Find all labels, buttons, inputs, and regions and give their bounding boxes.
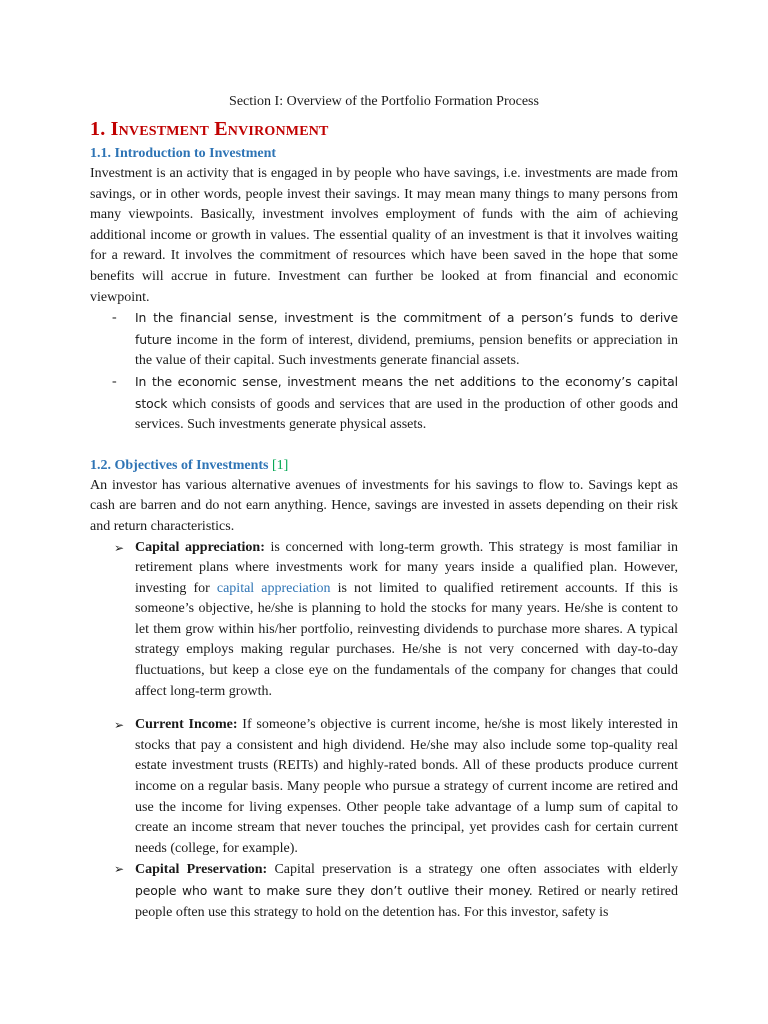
objective-capital-preservation bbox=[90, 859, 678, 923]
dash-item-lead: In the economic sense, investment means the net additions to the economy’s capital stock bbox=[135, 373, 678, 411]
arrow-bullet-icon: ➢ bbox=[114, 540, 125, 555]
section-title: Section I: Overview of the Portfolio Formation Process bbox=[229, 94, 539, 109]
objective-label: Current Income: bbox=[135, 717, 238, 733]
dash-item-rest: income in the form of interest, dividend, premiums, pension benefits or appreciation in the value of their capital. Such investments generate financial assets. bbox=[135, 332, 678, 369]
objectives-list bbox=[90, 538, 678, 703]
objective-text: is concerned with long-term growth. This strategy is most familiar in retirement plans where investments work for many years inside a qualified plan. However, investing for bbox=[135, 539, 678, 596]
objective-text: Capital preservation is a strategy one often associates with elderly bbox=[267, 862, 678, 878]
subheading-objectives-text: 1.2. Objectives of Investments bbox=[90, 457, 272, 473]
objective-text-cont: is not limited to qualified retirement accounts. If this is someone’s objective, he/she is planning to hold the stocks for many years. He/she is content to let them grow within his/her portfolio, reinvesting dividends to purchase more shares. A typical strategy employs making regular purchases. He/she is not very concerned with day-to-day fluctuations, but keep a close eye on the fundamentals of the company for changes that could affect long-term growth. bbox=[135, 580, 678, 699]
objective-current-income bbox=[90, 715, 678, 859]
dash-item-rest: which consists of goods and services that are used in the production of other goods and services. Such investments generate physical assets. bbox=[135, 396, 678, 433]
objective-capital-appreciation bbox=[90, 538, 678, 703]
dash-item-lead: In the financial sense, investment is the commitment of a person’s funds to derive future bbox=[135, 310, 678, 347]
objective-text-sans: people who want to make sure they don’t outlive their money. bbox=[135, 883, 533, 898]
dash-marker: - bbox=[112, 373, 117, 389]
dash-item-financial bbox=[90, 308, 678, 372]
objective-text: If someone’s objective is current income, he/she is most likely interested in stocks that pay a consistent and high dividend. He/she may also include some top-quality real estate investment trusts (REITs) and highly-rated bonds. All of these products produce current income on a regular basis. Many people who pursue a strategy of current income are retired and use the income for living expenses. Other people take advantage of a lump sum of capital to create an income stream that never touches the principal, yet provides cash for certain current needs (college, for example). bbox=[135, 717, 678, 856]
subheading-objectives bbox=[90, 456, 678, 476]
heading-investment-environment: 1. Investment Environment bbox=[90, 118, 329, 140]
capital-appreciation-link[interactable]: capital appreciation bbox=[216, 580, 331, 596]
objective-label: Capital appreciation: bbox=[135, 539, 265, 555]
dash-list bbox=[90, 308, 678, 436]
arrow-bullet-icon: ➢ bbox=[114, 862, 125, 877]
citation-link[interactable]: [1] bbox=[271, 457, 289, 473]
dash-marker: - bbox=[112, 310, 117, 326]
objective-label: Capital Preservation: bbox=[135, 862, 268, 878]
arrow-bullet-icon: ➢ bbox=[114, 718, 125, 733]
dash-item-economic bbox=[90, 372, 678, 436]
objective-text-end: Retired or nearly retired people often use this strategy to hold on the detention has. For this investor, safety is bbox=[135, 884, 678, 920]
objectives-list-2 bbox=[90, 715, 678, 923]
subheading-introduction: 1.1. Introduction to Investment bbox=[90, 146, 277, 161]
intro-paragraph: Investment is an activity that is engaged in by people who have savings, i.e. investments are made from savings, or in other words, people invest their savings. It may mean many things to many persons from many viewpoints. Basically, investment involves employment of funds with the aim of achieving additional income or growth in values. The essential quality of an investment is that it involves waiting for a reward. It involves the commitment of resources which have been saved in the hope that some benefits will accrue in future. Investment can further be looked at from financial and economic viewpoint. bbox=[90, 166, 678, 305]
document-content bbox=[90, 92, 678, 923]
objectives-paragraph: An investor has various alternative avenues of investments for his savings to flow to. Savings kept as cash are barren and do not earn anything. Hence, savings are invested in assets depending on their risk and return characteristics. bbox=[90, 477, 678, 534]
